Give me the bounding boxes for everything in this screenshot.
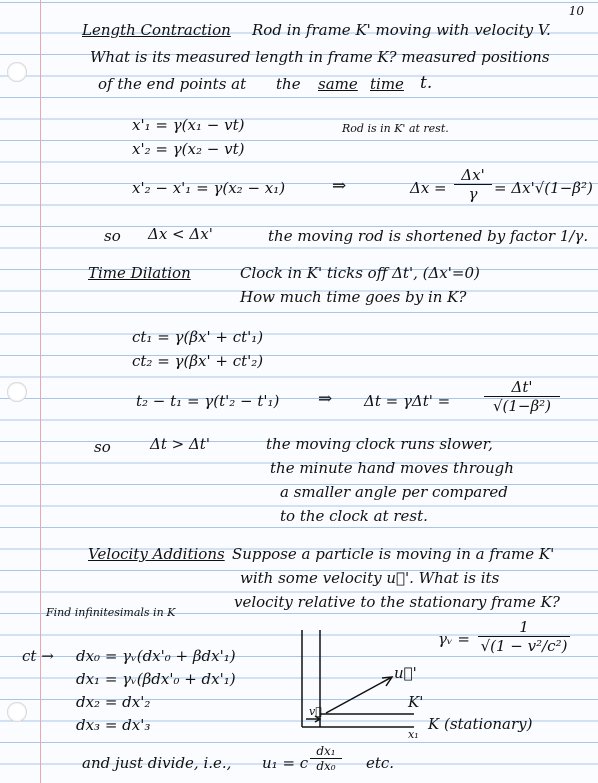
final-line-text: and just divide, i.e.,	[82, 754, 232, 772]
length-intro-3a: of the end points at	[98, 75, 247, 93]
time-eq-1: ct₁ = γ(βx' + ct'₁)	[132, 328, 264, 346]
length-conclusion: the moving rod is shortened by factor 1/γ.	[268, 227, 589, 245]
time-intro-1: Clock in K' ticks off Δt', (Δx'=0)	[240, 264, 480, 282]
time-so: so	[94, 438, 111, 456]
time-heading: Time Dilation	[88, 264, 191, 282]
length-eq-2: x'₂ = γ(x₂ − vt)	[132, 140, 245, 158]
length-eq-3: x'₂ − x'₁ = γ(x₂ − x₁)	[132, 179, 286, 197]
diagram-v-label: v⃗	[309, 705, 322, 718]
length-fraction-den: γ	[468, 185, 478, 203]
length-intro-1: Rod in frame K' moving with velocity V.	[252, 21, 551, 39]
binder-hole-top	[7, 62, 27, 82]
length-eq-4-lhs: Δx =	[410, 179, 447, 197]
length-note: Rod is in K' at rest.	[342, 122, 449, 135]
time-fraction-num: Δt'	[484, 378, 560, 397]
time-conclusion-2: the minute hand moves through	[270, 459, 514, 477]
diagram-x1-label: x₁	[408, 728, 419, 741]
time-fraction	[484, 378, 560, 415]
final-fraction-num: dx₁	[310, 744, 342, 759]
velocity-eq-4: dx₃ = dx'₃	[76, 716, 151, 734]
time-inequality: Δt > Δt'	[150, 435, 210, 453]
length-fraction	[454, 166, 492, 203]
length-eq-4-rhs: = Δx'√(1−β²)	[494, 179, 593, 197]
length-fraction-num: Δx'	[454, 166, 492, 185]
length-inequality: Δx < Δx'	[148, 225, 213, 243]
final-line-etc: etc.	[366, 754, 395, 772]
length-so: so	[104, 227, 121, 245]
length-intro-same: same	[318, 75, 358, 93]
time-intro-2: How much time goes by in K?	[240, 288, 467, 306]
binder-hole-bottom	[7, 702, 27, 722]
gamma-v-num: 1	[478, 618, 570, 637]
u-prime-arrowhead	[382, 677, 392, 686]
length-implies-arrow: ⇒	[332, 176, 347, 196]
time-fraction-den: √(1−β²)	[492, 397, 552, 415]
velocity-intro-1: Suppose a particle is moving in a frame K'	[232, 545, 555, 563]
length-intro-3b: the	[276, 75, 301, 93]
time-eq-3: t₂ − t₁ = γ(t'₂ − t'₁)	[136, 392, 280, 410]
diagram-u-label: u⃗'	[394, 664, 417, 682]
length-intro-time: time	[370, 75, 404, 93]
binder-hole-middle	[7, 382, 27, 402]
velocity-heading: Velocity Additions	[88, 545, 225, 563]
length-heading: Length Contraction	[82, 21, 231, 39]
velocity-eq-1: dx₀ = γᵥ(dx'₀ + βdx'₁)	[76, 647, 236, 665]
velocity-ct-label: ct →	[22, 647, 54, 665]
time-eq-4: Δt = γΔt' =	[364, 392, 451, 410]
gamma-v-lhs: γᵥ =	[438, 630, 470, 648]
final-fraction-den: dx₀	[316, 759, 336, 773]
u-prime-vector	[326, 677, 392, 713]
length-intro-t: t.	[420, 73, 433, 93]
time-conclusion-3: a smaller angle per compared	[280, 483, 508, 501]
time-conclusion-1: the moving clock runs slower,	[266, 435, 493, 453]
final-fraction	[310, 744, 342, 773]
length-intro-2: What is its measured length in frame K? measured positions	[90, 48, 550, 66]
velocity-eq-2: dx₁ = γᵥ(βdx'₀ + dx'₁)	[76, 670, 236, 688]
gamma-v-den: √(1 − v²/c²)	[480, 637, 568, 655]
velocity-find-label: Find infinitesimals in K	[46, 606, 176, 619]
length-eq-1: x'₁ = γ(x₁ − vt)	[132, 116, 245, 134]
page-number: 10	[568, 4, 584, 18]
time-eq-2: ct₂ = γ(βx' + ct'₂)	[132, 352, 264, 370]
time-conclusion-4: to the clock at rest.	[280, 507, 428, 525]
velocity-intro-2: with some velocity u⃗'. What is its	[240, 569, 500, 587]
diagram-kprime-label: K'	[408, 693, 424, 711]
gamma-v-fraction	[478, 618, 570, 655]
velocity-eq-3: dx₂ = dx'₂	[76, 693, 151, 711]
diagram-k-label: K (stationary)	[428, 715, 533, 733]
final-line-u1: u₁ = c	[262, 754, 309, 772]
velocity-intro-3: velocity relative to the stationary frame K?	[234, 593, 560, 611]
time-implies-arrow: ⇒	[318, 389, 333, 409]
